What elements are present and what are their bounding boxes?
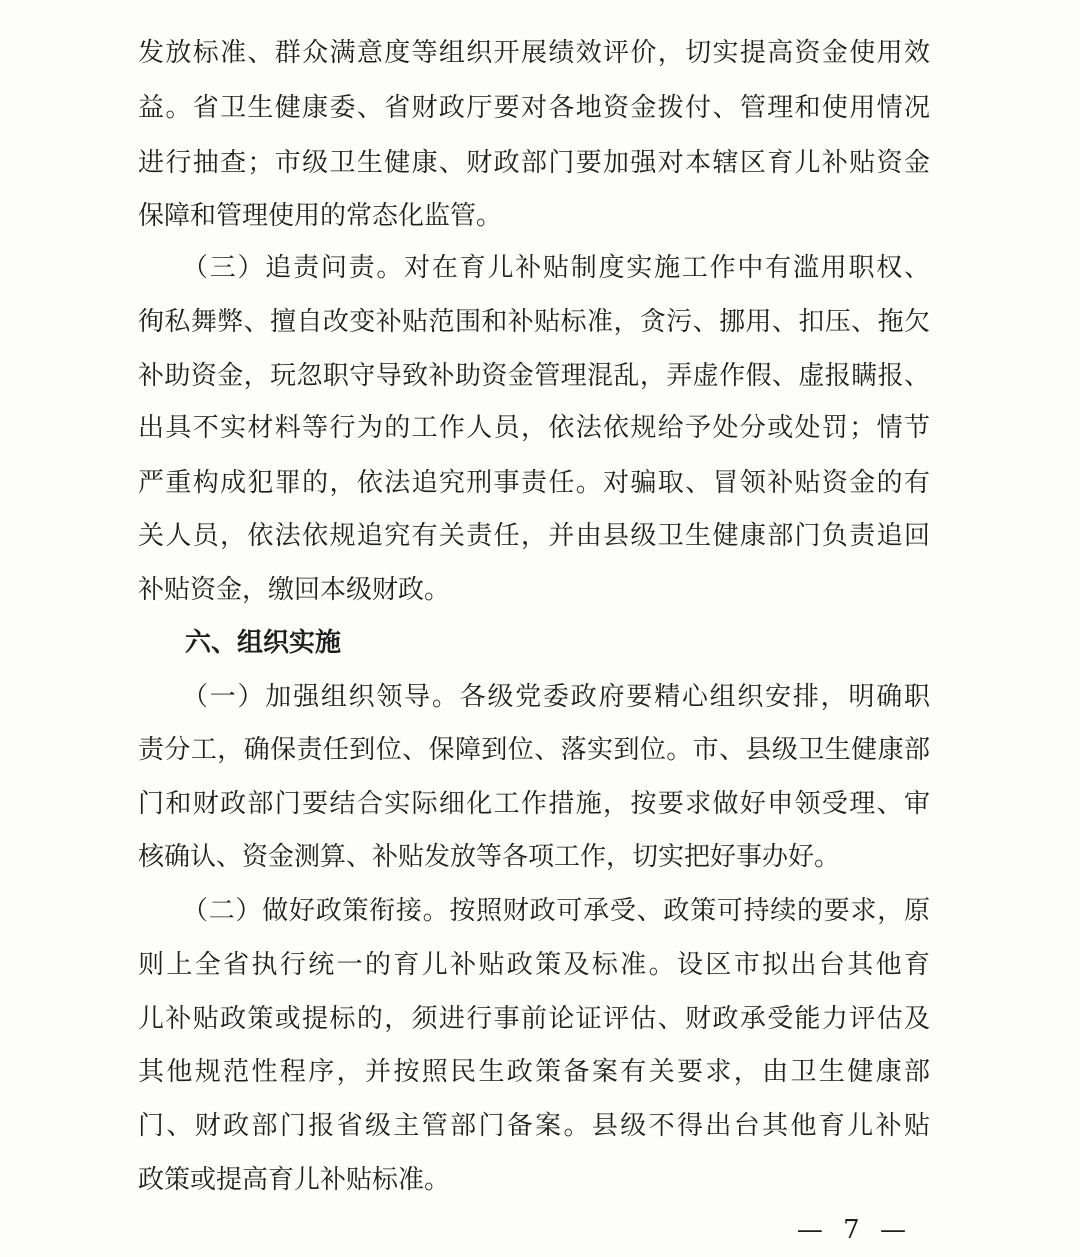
body-line: 补助资金，玩忽职守导致补助资金管理混乱，弄虚作假、虚报瞒报、 [138,361,930,391]
body-line: 关人员，依法依规追究有关责任，并由县级卫生健康部门负责追回 [138,521,930,551]
subsection-heading: （三）追责问责。 [182,253,405,283]
body-line: 补贴资金，缴回本级财政。 [138,575,451,605]
body-line: 出具不实材料等行为的工作人员，依法依规给予处分或处罚；情节 [138,413,930,443]
body-text: 对在育儿补贴制度实施工作中有滥用职权、 [404,253,930,283]
body-line: 门和财政部门要结合实际细化工作措施，按要求做好申领受理、审 [138,789,930,819]
section-heading: 六、组织实施 [185,628,342,658]
body-line: 则上全省执行统一的育儿补贴政策及标准。设区市拟出台其他育 [138,950,930,980]
body-text: 各级党委政府要精心组织安排，明确职 [459,682,930,712]
body-line: 进行抽查；市级卫生健康、财政部门要加强对本辖区育儿补贴资金 [138,148,930,178]
paragraph-first-line [182,679,930,715]
body-line: 政策或提高育儿补贴标准。 [138,1165,451,1195]
subsection-heading: （一）加强组织领导。 [182,682,460,712]
body-line: 徇私舞弊、擅自改变补贴范围和补贴标准，贪污、挪用、扣压、拖欠 [138,307,930,337]
subsection-heading: （二）做好政策衔接。 [182,896,450,926]
body-line: 门、财政部门报省级主管部门备案。县级不得出台其他育儿补贴 [138,1111,930,1141]
page-number: — 7 — [796,1215,912,1245]
body-line: 益。省卫生健康委、省财政厅要对各地资金拨付、管理和使用情况 [138,93,930,123]
body-line: 其他规范性程序，并按照民生政策备案有关要求，由卫生健康部 [138,1057,930,1087]
paragraph-first-line [182,893,930,929]
body-text: 按照财政可承受、政策可持续的要求，原 [449,896,930,926]
body-line: 核确认、资金测算、补贴发放等各项工作，切实把好事办好。 [138,842,841,872]
body-line: 保障和管理使用的常态化监管。 [138,201,503,231]
body-line: 发放标准、群众满意度等组织开展绩效评价，切实提高资金使用效 [138,38,930,68]
body-line: 严重构成犯罪的，依法追究刑事责任。对骗取、冒领补贴资金的有 [138,468,930,498]
body-line: 责分工，确保责任到位、保障到位、落实到位。市、县级卫生健康部 [138,735,930,765]
paragraph-first-line [182,250,930,286]
body-line: 儿补贴政策或提标的，须进行事前论证评估、财政承受能力评估及 [138,1004,930,1034]
